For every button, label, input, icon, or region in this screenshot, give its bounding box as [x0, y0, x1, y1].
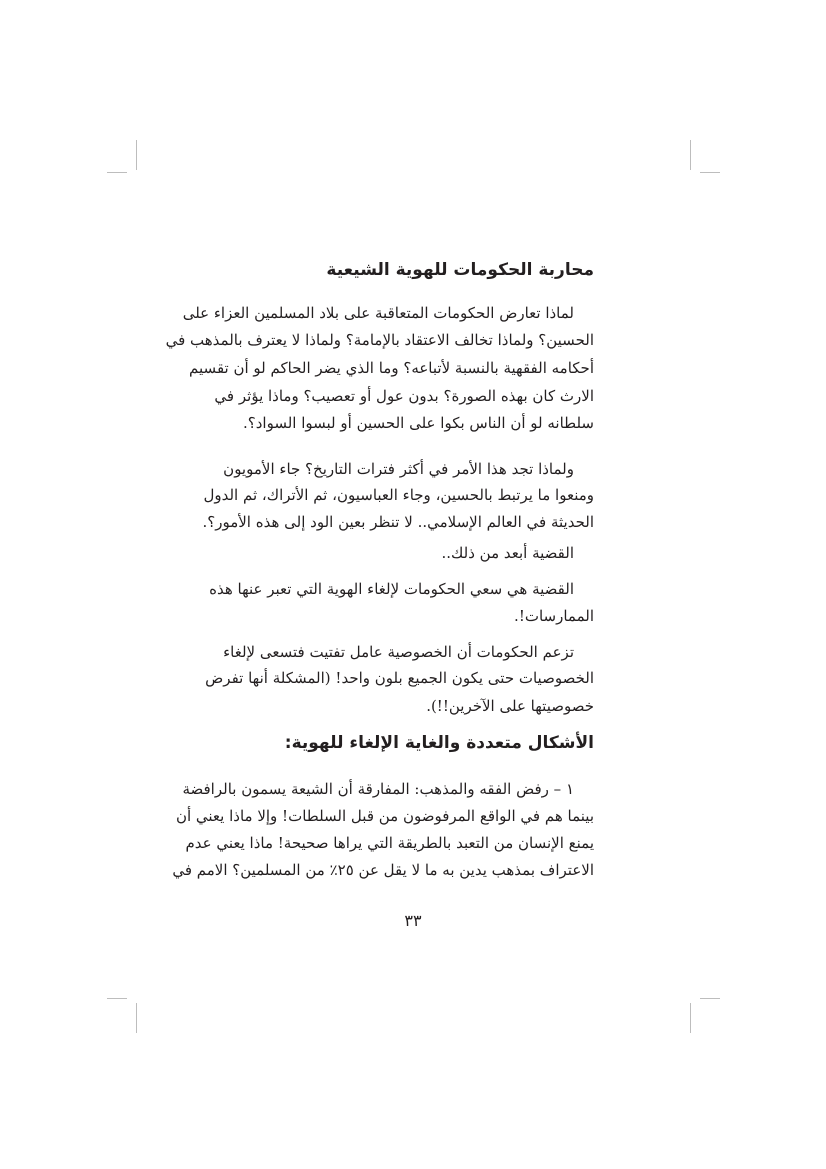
text-line: الاعتراف بمذهب يدين به ما لا يقل عن ٢٥٪ من المسلمين؟ الامم في [172, 861, 594, 879]
text-line: يمنع الإنسان من التعبد بالطريقة التي يراها صحيحة! ماذا يعني عدم [185, 834, 594, 852]
text-line: الممارسات!. [514, 607, 594, 625]
text-line: أحكامه الفقهية بالنسبة لأتباعه؟ وما الذي يضر الحاكم لو أن تقسيم [189, 359, 594, 377]
crop-mark [700, 172, 720, 173]
crop-mark [107, 172, 127, 173]
crop-mark [690, 1003, 691, 1033]
crop-mark [136, 140, 137, 170]
text-line: ومنعوا ما يرتبط بالحسين، وجاء العباسيون، ثم الأتراك، ثم الدول [203, 486, 594, 504]
text-line: ١ – رفض الفقه والمذهب: المفارقة أن الشيعة يسمون بالرافضة [182, 780, 574, 798]
crop-mark [700, 998, 720, 999]
text-line: بينما هم في الواقع المرفوضون من قبل السلطات! وإلا ماذا يعني أن [175, 807, 594, 825]
page-number: ٣٣ [404, 911, 422, 930]
text-line: لماذا تعارض الحكومات المتعاقبة على بلاد المسلمين العزاء على [182, 304, 574, 322]
text-line: الخصوصيات حتى يكون الجميع بلون واحد! (المشكلة أنها تفرض [205, 669, 594, 687]
text-line: الحسين؟ ولماذا تخالف الاعتقاد بالإمامة؟ ولماذا لا يعترف بالمذهب في [165, 331, 594, 349]
crop-mark [690, 140, 691, 170]
text-line: سلطانه لو أن الناس بكوا على الحسين أو لبسوا السواد؟. [243, 414, 594, 432]
crop-mark [107, 998, 127, 999]
text-line: الحديثة في العالم الإسلامي.. لا تنظر بعين الود إلى هذه الأمور؟. [202, 513, 594, 531]
text-line: خصوصيتها على الآخرين!!). [426, 697, 594, 715]
text-line: القضية أبعد من ذلك.. [441, 544, 574, 562]
text-line: تزعم الحكومات أن الخصوصية عامل تفتيت فتسعى لإلغاء [223, 643, 574, 661]
section-heading: الأشكال متعددة والغاية الإلغاء للهوية: [284, 733, 594, 753]
text-line: الارث كان بهذه الصورة؟ بدون عول أو تعصيب؟ وماذا يؤثر في [214, 387, 594, 405]
text-line: القضية هي سعي الحكومات لإلغاء الهوية التي تعبر عنها هذه [209, 580, 574, 598]
section-heading: محاربة الحكومات للهوية الشيعية [326, 260, 594, 280]
crop-mark [136, 1003, 137, 1033]
text-line: ولماذا تجد هذا الأمر في أكثر فترات التاريخ؟ جاء الأمويون [223, 460, 574, 478]
